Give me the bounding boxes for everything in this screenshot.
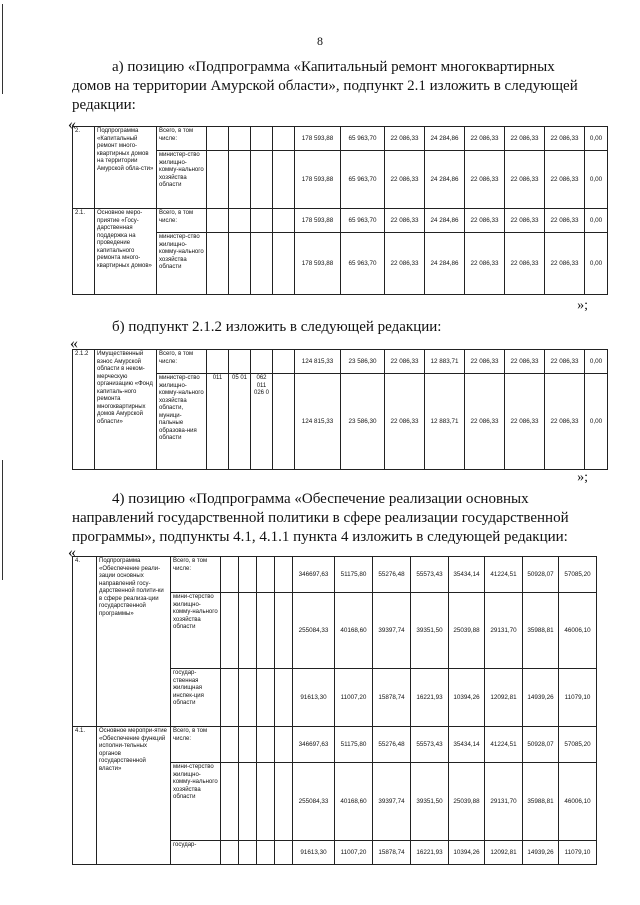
row-number: 4.1. [73,727,97,865]
value-cell: 12 883,71 [425,350,465,374]
value-cell: 178 593,88 [295,151,341,209]
table-row [73,350,608,374]
code-cell [273,350,295,374]
table-subprogram-4 [72,556,597,865]
code-cell [273,151,295,209]
value-cell: 55573,43 [411,557,449,593]
value-cell: 15878,74 [373,841,411,865]
value-cell: 22 086,33 [385,350,425,374]
value-cell: 24 284,86 [425,209,465,233]
value-cell: 124 815,33 [295,374,341,470]
close-quote: »; [577,298,588,313]
code-cell [221,557,239,593]
margin-line [2,4,3,94]
value-cell: 35434,14 [449,727,485,763]
code-cell [229,209,251,233]
value-cell: 25039,88 [449,593,485,669]
value-cell: 35988,81 [523,593,559,669]
value-cell: 24 284,86 [425,233,465,295]
code-cell [275,841,293,865]
open-quote: « [68,544,76,561]
value-cell: 41224,51 [485,557,523,593]
value-cell: 40168,60 [335,593,373,669]
row-name: Основное меро-приятие «Госу-дарственная поддержка на проведение капитального ремонта много-квартирных домов» [95,209,157,295]
value-cell: 46006,10 [559,763,597,841]
value-cell: 10394,26 [449,841,485,865]
value-cell: 22 086,33 [545,374,585,470]
value-cell: 22 086,33 [545,209,585,233]
value-cell: 55573,43 [411,727,449,763]
code-cell [275,557,293,593]
value-cell: 11079,10 [559,669,597,727]
value-cell: 22 086,33 [465,127,505,151]
code-cell [229,233,251,295]
value-cell: 10394,26 [449,669,485,727]
value-cell: 12092,81 [485,669,523,727]
code-cell [251,233,273,295]
value-cell: 346697,63 [293,557,335,593]
value-cell: 57085,20 [559,727,597,763]
value-cell: 12 883,71 [425,374,465,470]
value-cell: 0,00 [585,233,608,295]
value-cell: 39351,50 [411,593,449,669]
code-cell [273,374,295,470]
code-cell [257,841,275,865]
value-cell: 24 284,86 [425,151,465,209]
code-cell [275,763,293,841]
value-cell: 14939,26 [523,669,559,727]
value-cell: 22 086,33 [505,151,545,209]
code-cell: 05 01 [229,374,251,470]
value-cell: 65 963,70 [341,209,385,233]
table-subprogram-2 [72,126,608,295]
value-cell: 22 086,33 [465,350,505,374]
code-cell [273,209,295,233]
code-cell [229,151,251,209]
value-cell: 39351,50 [411,763,449,841]
executor-label: мини-стерство жилищно-комму-нального хозяйства области [171,763,221,841]
value-cell: 15878,74 [373,669,411,727]
code-cell [251,350,273,374]
code-cell [275,593,293,669]
code-cell [207,233,229,295]
table-row [73,209,608,233]
value-cell: 23 586,30 [341,350,385,374]
value-cell: 14939,26 [523,841,559,865]
value-cell: 22 086,33 [385,233,425,295]
paragraph-a: а) позицию «Подпрограмма «Капитальный ремонт многоквартирных домов на территории Амурской области», подпункт 2.1 изложить в следующей редакции: [72,59,578,113]
row-name: Подпрограмма «Капитальный ремонт много-квартирных домов на территории Амурской обла-сти» [95,127,157,209]
code-cell [239,557,257,593]
code-cell [273,127,295,151]
value-cell: 124 815,33 [295,350,341,374]
executor-label: Всего, в том числе: [157,209,207,233]
value-cell: 11007,20 [335,669,373,727]
code-cell [221,763,239,841]
code-cell [239,593,257,669]
value-cell: 50928,07 [523,557,559,593]
value-cell: 22 086,33 [505,374,545,470]
value-cell: 25039,88 [449,763,485,841]
code-cell [239,669,257,727]
row-name: Основное меропри-ятие «Обеспечение функций исполни-тельных органов государственной власти» [97,727,171,865]
value-cell: 39397,74 [373,763,411,841]
code-cell [207,127,229,151]
value-cell: 22 086,33 [465,209,505,233]
value-cell: 11007,20 [335,841,373,865]
value-cell: 91613,30 [293,669,335,727]
code-cell [275,669,293,727]
executor-label: министер-ство жилищно-комму-нального хозяйства области [157,233,207,295]
paragraph-4: 4) позицию «Подпрограмма «Обеспечение реализации основных направлений государственной политики в сфере реализации государственной программы», подпункты 4.1, 4.1.1 пункта 4 изложить в следующей редакции: [72,491,569,545]
executor-label: Всего, в том числе: [171,557,221,593]
value-cell: 51175,80 [335,727,373,763]
executor-label: Всего, в том числе: [171,727,221,763]
code-cell [229,350,251,374]
value-cell: 22 086,33 [505,209,545,233]
row-number: 2.1.2 [73,350,95,470]
executor-label: министер-ство жилищно-комму-нального хозяйства области [157,151,207,209]
value-cell: 22 086,33 [385,209,425,233]
code-cell [239,727,257,763]
value-cell: 255084,33 [293,593,335,669]
value-cell: 0,00 [585,151,608,209]
code-cell [273,233,295,295]
value-cell: 22 086,33 [385,151,425,209]
value-cell: 178 593,88 [295,127,341,151]
value-cell: 91613,30 [293,841,335,865]
value-cell: 16221,93 [411,841,449,865]
value-cell: 55276,48 [373,727,411,763]
value-cell: 0,00 [585,127,608,151]
row-number: 2.1. [73,209,95,295]
value-cell: 22 086,33 [385,127,425,151]
executor-label: государ-ственная жилищная инспек-ция области [171,669,221,727]
value-cell: 35434,14 [449,557,485,593]
value-cell: 22 086,33 [465,233,505,295]
value-cell: 35988,81 [523,763,559,841]
value-cell: 346697,63 [293,727,335,763]
code-cell [239,763,257,841]
paragraph-b: б) подпункт 2.1.2 изложить в следующей редакции: [112,319,442,335]
value-cell: 23 586,30 [341,374,385,470]
value-cell: 29131,70 [485,593,523,669]
value-cell: 40168,60 [335,763,373,841]
value-cell: 178 593,88 [295,209,341,233]
value-cell: 0,00 [585,350,608,374]
value-cell: 22 086,33 [385,374,425,470]
value-cell: 50928,07 [523,727,559,763]
value-cell: 65 963,70 [341,233,385,295]
code-cell [221,669,239,727]
code-cell [257,763,275,841]
code-cell [239,841,257,865]
code-cell: 062 011 026 0 [251,374,273,470]
value-cell: 51175,80 [335,557,373,593]
table-row [73,127,608,151]
executor-label: Всего, в том числе: [157,127,207,151]
table-row [73,557,597,593]
executor-label: государ- [171,841,221,865]
close-quote: »; [577,470,588,485]
margin-line [2,460,3,580]
value-cell: 12092,81 [485,841,523,865]
value-cell: 22 086,33 [465,374,505,470]
code-cell [275,727,293,763]
value-cell: 41224,51 [485,727,523,763]
value-cell: 39397,74 [373,593,411,669]
row-name: Имущественный взнос Амурской области в неком-мерческую организацию «Фонд капиталь-ного ремонта многоквартирных домов Амурской области» [95,350,157,470]
value-cell: 16221,93 [411,669,449,727]
code-cell [207,350,229,374]
code-cell [221,841,239,865]
value-cell: 22 086,33 [505,127,545,151]
value-cell: 22 086,33 [545,350,585,374]
page-number: 8 [317,34,323,48]
code-cell [257,557,275,593]
value-cell: 22 086,33 [465,151,505,209]
value-cell: 65 963,70 [341,151,385,209]
executor-label: министер-ство жилищно-комму-нального хозяйства области, муници-пальные образова-ния области [157,374,207,470]
code-cell [221,727,239,763]
open-quote: « [70,335,78,352]
value-cell: 55276,48 [373,557,411,593]
value-cell: 0,00 [585,209,608,233]
value-cell: 11079,10 [559,841,597,865]
value-cell: 0,00 [585,374,608,470]
code-cell [257,669,275,727]
code-cell [207,209,229,233]
executor-label: Всего, в том числе: [157,350,207,374]
value-cell: 22 086,33 [505,350,545,374]
code-cell [251,209,273,233]
value-cell: 57085,20 [559,557,597,593]
code-cell [257,727,275,763]
table-item-2-1-2 [72,349,608,470]
row-name: Подпрограмма «Обеспечение реали-зации основных направлений госу-дарственной полити-ки в сфере реализа-ции государственной программы» [97,557,171,727]
code-cell [251,127,273,151]
value-cell: 24 284,86 [425,127,465,151]
table-row [73,727,597,763]
open-quote: « [68,116,76,133]
value-cell: 178 593,88 [295,233,341,295]
code-cell [221,593,239,669]
code-cell [251,151,273,209]
value-cell: 22 086,33 [545,233,585,295]
value-cell: 255084,33 [293,763,335,841]
code-cell [257,593,275,669]
row-number: 2. [73,127,95,209]
code-cell [207,151,229,209]
code-cell: 011 [207,374,229,470]
code-cell [229,127,251,151]
row-number: 4. [73,557,97,727]
value-cell: 22 086,33 [545,127,585,151]
value-cell: 65 963,70 [341,127,385,151]
value-cell: 29131,70 [485,763,523,841]
value-cell: 22 086,33 [545,151,585,209]
executor-label: мини-стерство жилищно-комму-нального хозяйства области [171,593,221,669]
value-cell: 22 086,33 [505,233,545,295]
value-cell: 46006,10 [559,593,597,669]
